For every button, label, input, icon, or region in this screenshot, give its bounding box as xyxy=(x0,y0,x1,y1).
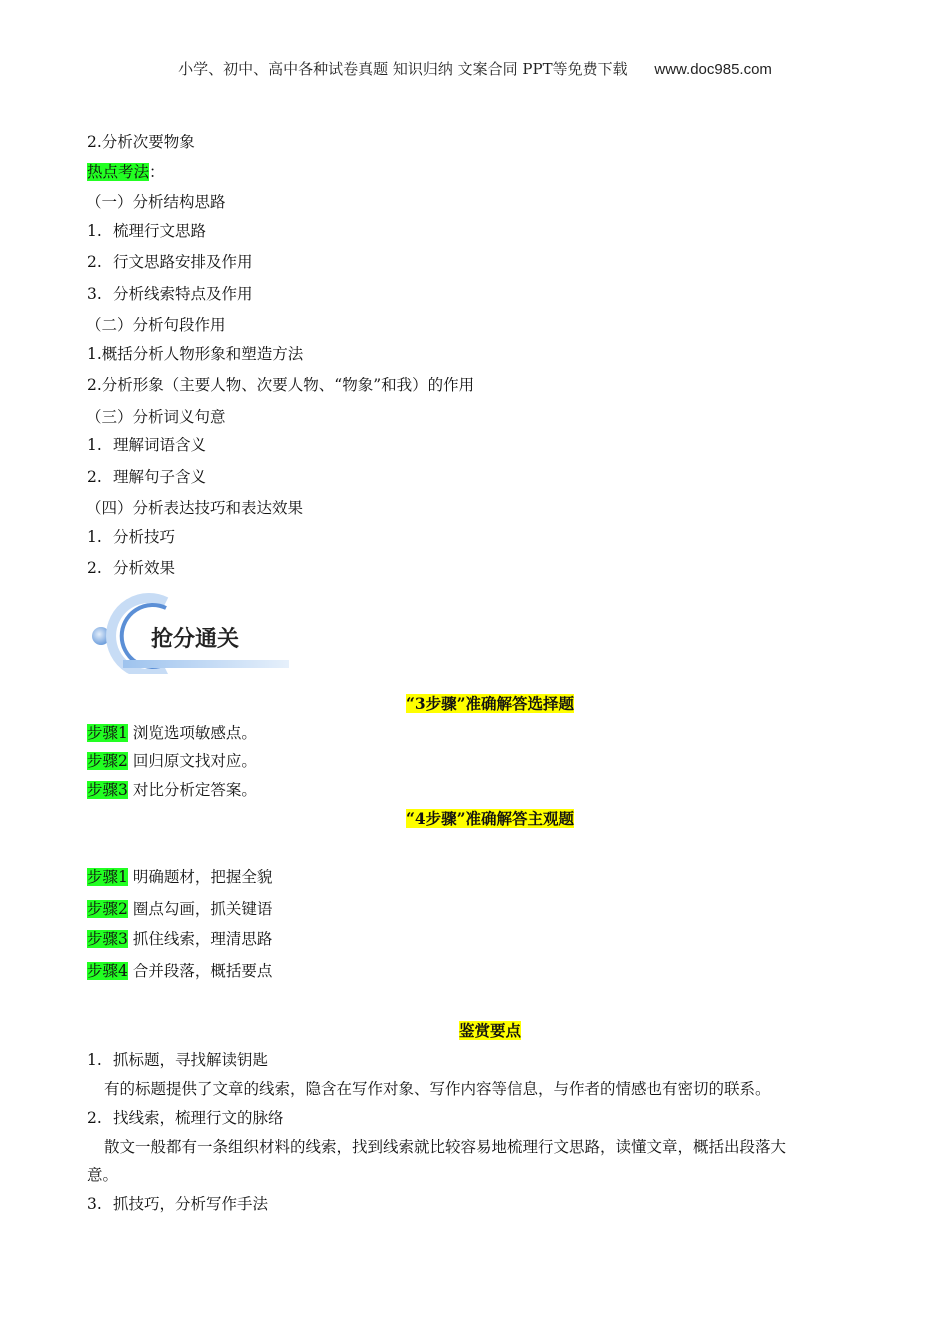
section-1-title: （一）分析结构思路 xyxy=(86,193,226,211)
section-1-item: 1. 梳理行文思路 xyxy=(87,222,207,240)
subjective-title: “4步骤”准确解答主观题 xyxy=(405,809,575,828)
section-1-item: 2. 行文思路安排及作用 xyxy=(87,253,253,271)
appreciation-body-cont: 意。 xyxy=(87,1166,119,1184)
section-2-item: 1.概括分析人物形象和塑造方法 xyxy=(87,345,304,363)
subjective-step: 步骤3 抓住线索，理清思路 xyxy=(87,930,273,948)
banner-bar xyxy=(123,660,289,668)
subjective-step: 步骤1 明确题材，把握全貌 xyxy=(87,868,273,886)
choice-step: 步骤3 对比分析定答案。 xyxy=(87,781,257,799)
section-4-item: 1. 分析技巧 xyxy=(87,528,176,546)
choice-step: 步骤2 回归原文找对应。 xyxy=(87,752,257,770)
section-2-item: 2.分析形象（主要人物、次要人物、“物象”和我）的作用 xyxy=(87,376,475,394)
section-4-title: （四）分析表达技巧和表达效果 xyxy=(86,499,304,517)
appreciation-point: 3. 抓技巧，分析写作手法 xyxy=(87,1195,269,1213)
section-3-item: 2. 理解句子含义 xyxy=(87,468,207,486)
section-4-item: 2. 分析效果 xyxy=(87,559,176,577)
appreciation-body: 散文一般都有一条组织材料的线索，找到线索就比较容易地梳理行文思路，读懂文章，概括出段落大 xyxy=(104,1138,787,1156)
section-2-title: （二）分析句段作用 xyxy=(86,316,226,334)
header-text: 小学、初中、高中各种试卷真题 知识归纳 文案合同 PPT等免费下载 xyxy=(178,60,628,78)
section-1-item: 3. 分析线索特点及作用 xyxy=(87,285,253,303)
appreciation-point: 2. 找线索，梳理行文的脉络 xyxy=(87,1109,284,1127)
subjective-step: 步骤2 圈点勾画，抓关键语 xyxy=(87,900,273,918)
section-3-title: （三）分析词义句意 xyxy=(86,408,226,426)
hot-colon: ： xyxy=(149,163,165,181)
hot-topics-heading xyxy=(87,162,165,182)
subjective-step: 步骤4 合并段落，概括要点 xyxy=(87,962,273,980)
section-3-item: 1. 理解词语含义 xyxy=(87,436,207,454)
appreciation-point: 1. 抓标题，寻找解读钥匙 xyxy=(87,1051,269,1069)
top-item: 2.分析次要物象 xyxy=(87,133,195,151)
header-url[interactable]: www.doc985.com xyxy=(654,61,772,78)
choice-step: 步骤1 浏览选项敏感点。 xyxy=(87,724,257,742)
banner-graphic xyxy=(88,590,293,674)
appreciation-title: 鉴赏要点 xyxy=(458,1021,521,1040)
choice-title: “3步骤”准确解答选择题 xyxy=(405,694,575,713)
hot-label: 热点考法 xyxy=(87,163,150,181)
banner-title: 抢分通关 xyxy=(151,627,240,652)
appreciation-body: 有的标题提供了文章的线索，隐含在写作对象、写作内容等信息，与作者的情感也有密切的联系。 xyxy=(104,1080,771,1098)
page-header xyxy=(0,58,950,79)
